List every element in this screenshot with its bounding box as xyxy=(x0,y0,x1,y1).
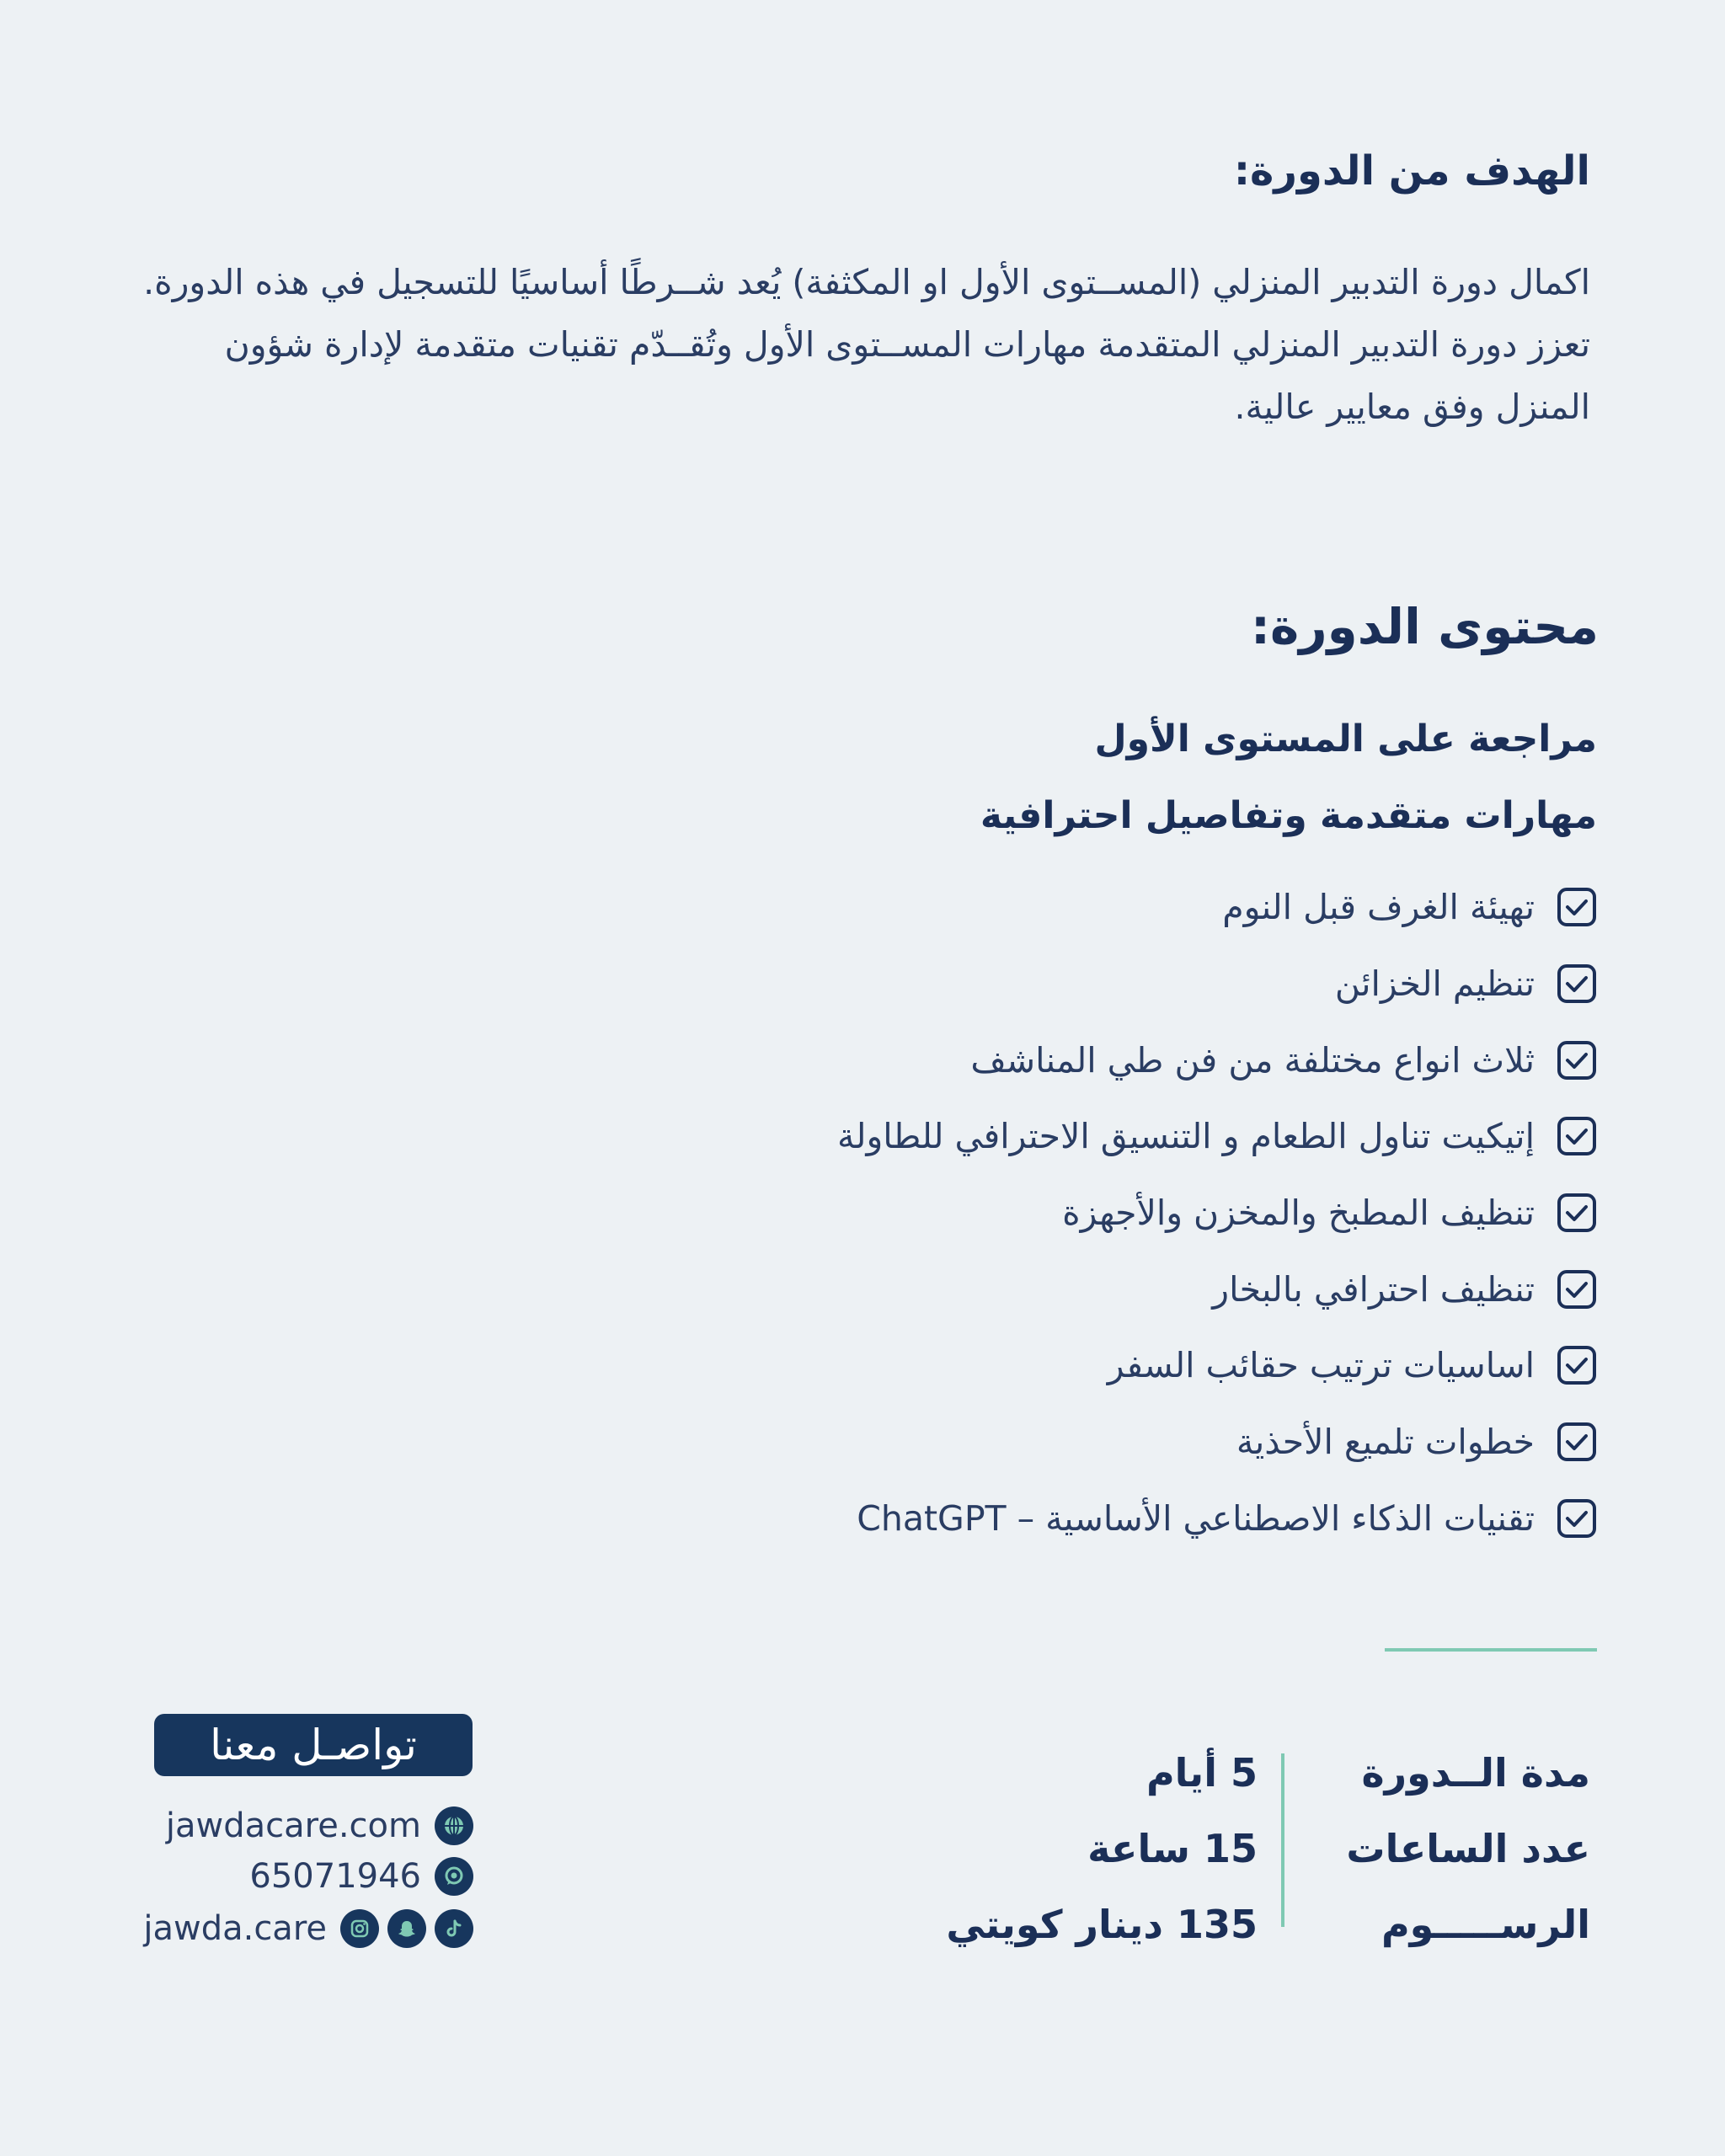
list-item xyxy=(334,1175,1597,1251)
list-item xyxy=(334,869,1597,946)
list-item-label: إتيكيت تناول الطعام و التنسيق الاحترافي للطاولة xyxy=(837,1116,1535,1157)
goal-paragraph-2: تعزز دورة التدبير المنزلي المتقدمة مهارات المســتوى الأول وتُقــدّم تقنيات متقدمة لإدارة شؤون المنزل وفق معايير عالية. xyxy=(224,324,1590,427)
fee-value: 135 دينار كويتي xyxy=(946,1902,1258,1947)
fee-label: الرســـــوم xyxy=(1381,1902,1590,1947)
checkbox-checked-icon xyxy=(1557,1116,1597,1156)
checkbox-checked-icon xyxy=(1557,963,1597,1004)
list-item xyxy=(334,1098,1597,1175)
whatsapp-icon xyxy=(435,1857,473,1896)
list-item-label: تهيئة الغرف قبل النوم xyxy=(1222,887,1535,928)
list-item-label: اساسيات ترتيب حقائب السفر xyxy=(1107,1345,1535,1386)
whatsapp-number[interactable]: 65071946 xyxy=(249,1857,421,1896)
globe-icon xyxy=(435,1806,473,1845)
social-handle[interactable]: jawda.care xyxy=(143,1909,327,1948)
website-link[interactable]: jawdacare.com xyxy=(165,1806,421,1845)
checkbox-checked-icon xyxy=(1557,1498,1597,1539)
course-info-labels xyxy=(1304,1735,1590,1962)
checkbox-checked-icon xyxy=(1557,1345,1597,1385)
content-subtitle-advanced: مهارات متقدمة وتفاصيل احترافية xyxy=(980,794,1597,837)
list-item xyxy=(334,1022,1597,1098)
checkbox-checked-icon xyxy=(1557,1193,1597,1233)
list-item xyxy=(334,1251,1597,1327)
checkbox-checked-icon xyxy=(1557,1422,1597,1462)
instagram-icon[interactable] xyxy=(340,1909,379,1948)
duration-label: مدة الــدورة xyxy=(1361,1750,1590,1796)
list-item xyxy=(334,1327,1597,1404)
content-title: محتوى الدورة: xyxy=(1250,598,1599,655)
checkbox-checked-icon xyxy=(1557,1040,1597,1081)
list-item xyxy=(334,1404,1597,1481)
content-subtitle-review: مراجعة على المستوى الأول xyxy=(1094,718,1597,760)
contact-website-row[interactable] xyxy=(143,1802,473,1849)
course-info-values xyxy=(887,1735,1291,1962)
list-item-label: تقنيات الذكاء الاصطناعي الأساسية – ChatGPT xyxy=(857,1497,1535,1539)
list-item-label: تنظيف احترافي بالبخار xyxy=(1212,1268,1535,1310)
checkbox-checked-icon xyxy=(1557,1269,1597,1310)
contact-us-button[interactable]: تواصـل معنا xyxy=(154,1714,473,1776)
list-item xyxy=(334,946,1597,1022)
snapchat-icon[interactable] xyxy=(387,1909,426,1948)
list-item-label: خطوات تلميع الأحذية xyxy=(1236,1422,1535,1463)
hours-value: 15 ساعة xyxy=(1087,1826,1258,1871)
tiktok-icon[interactable] xyxy=(435,1909,473,1948)
list-item-label: ثلاث انواع مختلفة من فن طي المناشف xyxy=(970,1039,1535,1081)
list-item-label: تنظيم الخزائن xyxy=(1334,963,1535,1005)
content-checklist xyxy=(334,869,1597,1556)
checkbox-checked-icon xyxy=(1557,887,1597,927)
list-item-label: تنظيف المطبخ والمخزن والأجهزة xyxy=(1062,1193,1535,1234)
goal-description xyxy=(142,251,1590,438)
duration-value: 5 أيام xyxy=(1146,1750,1258,1796)
hours-label: عدد الساعات xyxy=(1346,1826,1590,1871)
goal-title: الهدف من الدورة: xyxy=(1233,147,1590,195)
contact-whatsapp-row[interactable] xyxy=(143,1853,473,1900)
list-item xyxy=(334,1481,1597,1557)
contact-social-row[interactable] xyxy=(143,1905,473,1952)
goal-paragraph-1: اكمال دورة التدبير المنزلي (المســتوى الأول او المكثفة) يُعد شــرطًا أساسيًا للتسجيل في هذه الدورة. xyxy=(143,262,1590,302)
section-divider xyxy=(1385,1648,1597,1652)
